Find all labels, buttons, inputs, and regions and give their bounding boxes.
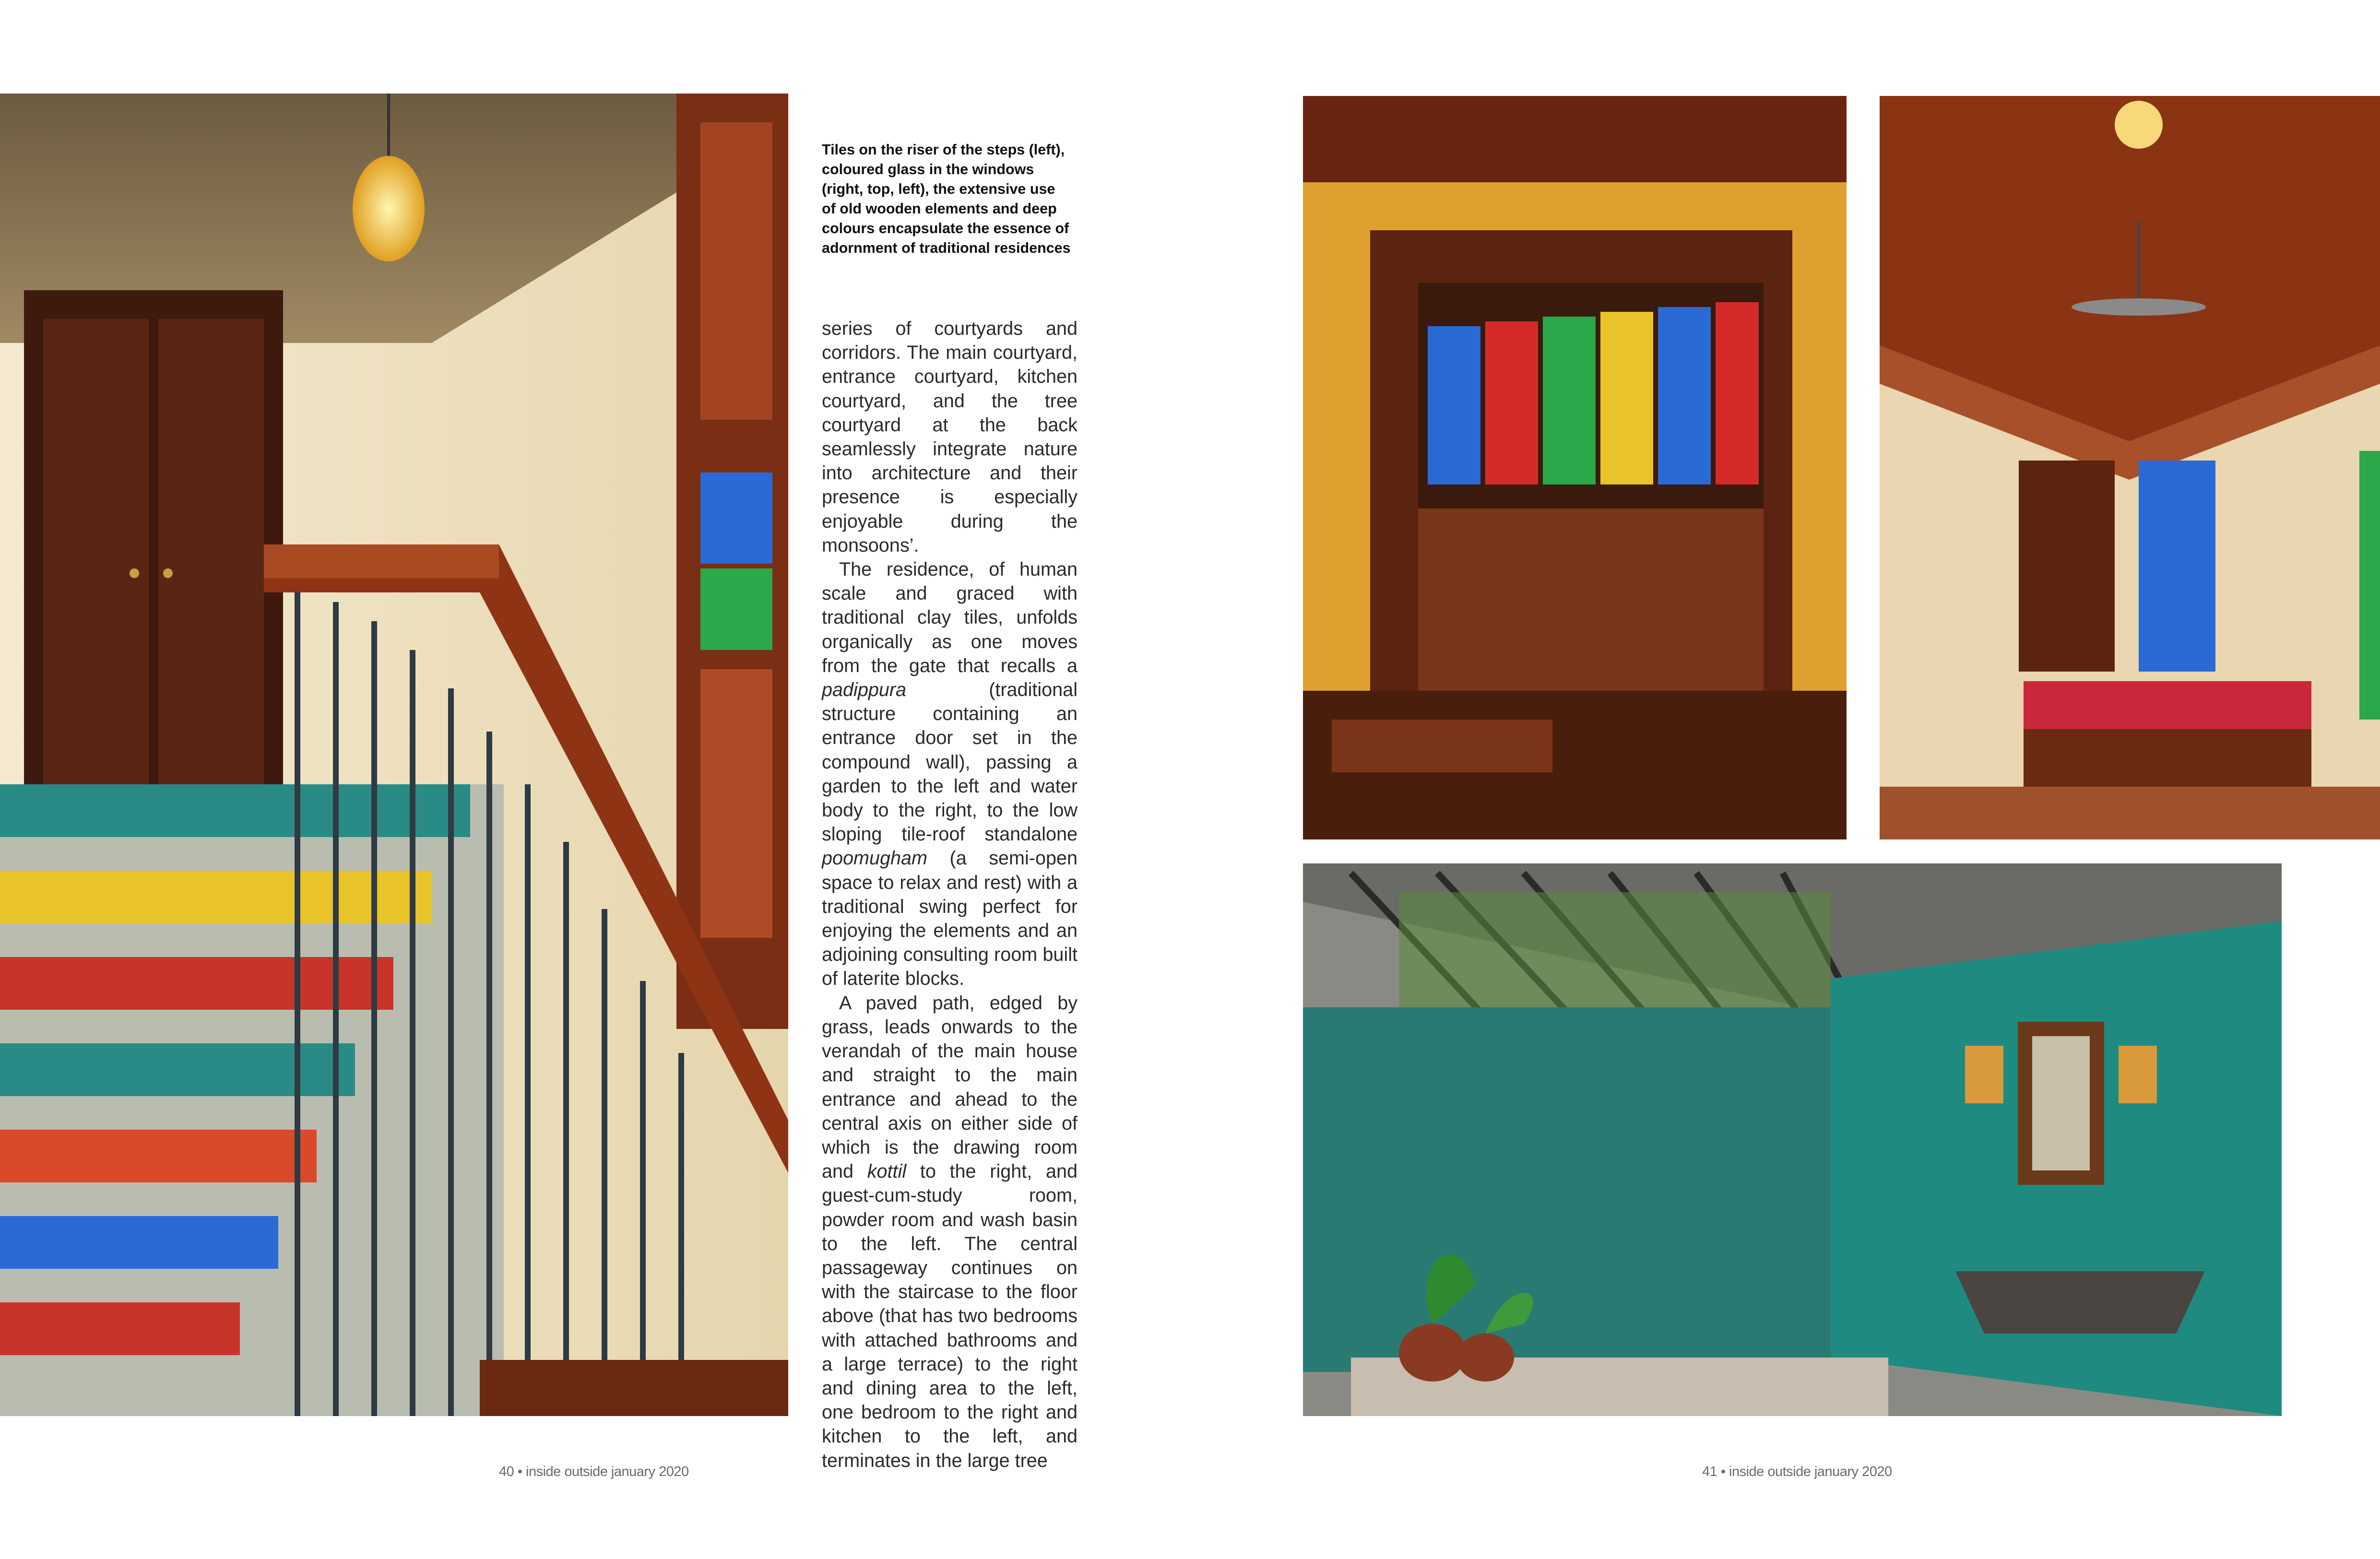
paragraph-2-text-a: The residence, of human scale and graced with traditional clay tiles, unfolds organically as one moves from the gate that recalls a (822, 559, 1078, 676)
photo-caption: Tiles on the riser of the steps (left), coloured glass in the windows (right, top, left), the extensive use of old wooden elements and deep colours encapsulate the essence of adornment of traditional residences (822, 142, 1071, 256)
photo-courtyard-bathroom (1303, 863, 2282, 1416)
paragraph-3-text-b: to the right, and guest-cum-study room, powder room and wash basin to the left. The central passageway continues on with the staircase to the floor above (that has two bedrooms with attached bathrooms and a large terrace) to the right and dining area to the left, one bedroom to the right and kitchen to the left, and terminates in the large tree (822, 1161, 1078, 1471)
paragraph-2-text-b: (traditional structure containing an entrance door set in the compound wall), passing a garden to the left and water body to the right, to the low sloping tile-roof standalone (822, 679, 1078, 845)
bathroom-illustration (1303, 863, 2282, 1416)
paragraph-3 (822, 991, 1078, 1473)
photo-stained-glass-window-seat (1303, 96, 1847, 839)
paragraph-2-text-c: (a semi-open space to relax and rest) with a traditional swing perfect for enjoying the elements and an adjoining consulting room built of laterite blocks. (822, 848, 1078, 990)
stained-glass-panes (1428, 302, 1759, 484)
page-number-left: 40 • inside outside january 2020 (499, 1464, 689, 1479)
photo-staircase (0, 94, 788, 1416)
paragraph-2 (822, 557, 1078, 991)
term-poomugham: poomugham (822, 848, 928, 869)
term-kottil: kottil (867, 1161, 907, 1182)
paragraph-1: series of courtyards and corridors. The main courtyard, entrance courtyard, kitchen courtyard, and the tree courtyard at the back seamlessly integrate nature into architecture and their presence is especially enjoyable during the monsoons’. (822, 318, 1078, 556)
staircase-illustration (0, 94, 788, 1416)
bedroom-illustration (1880, 96, 2380, 839)
page-number-right: 41 • inside outside january 2020 (1702, 1464, 1892, 1479)
article-body (822, 317, 1078, 1473)
photo-bedroom (1880, 96, 2380, 839)
window-seat-illustration (1303, 96, 1847, 839)
paragraph-3-text-a: A paved path, edged by grass, leads onwards to the verandah of the main house and straight to the main entrance and ahead to the central axis on either side of which is the drawing room and (822, 992, 1078, 1182)
term-padippura: padippura (822, 679, 907, 701)
